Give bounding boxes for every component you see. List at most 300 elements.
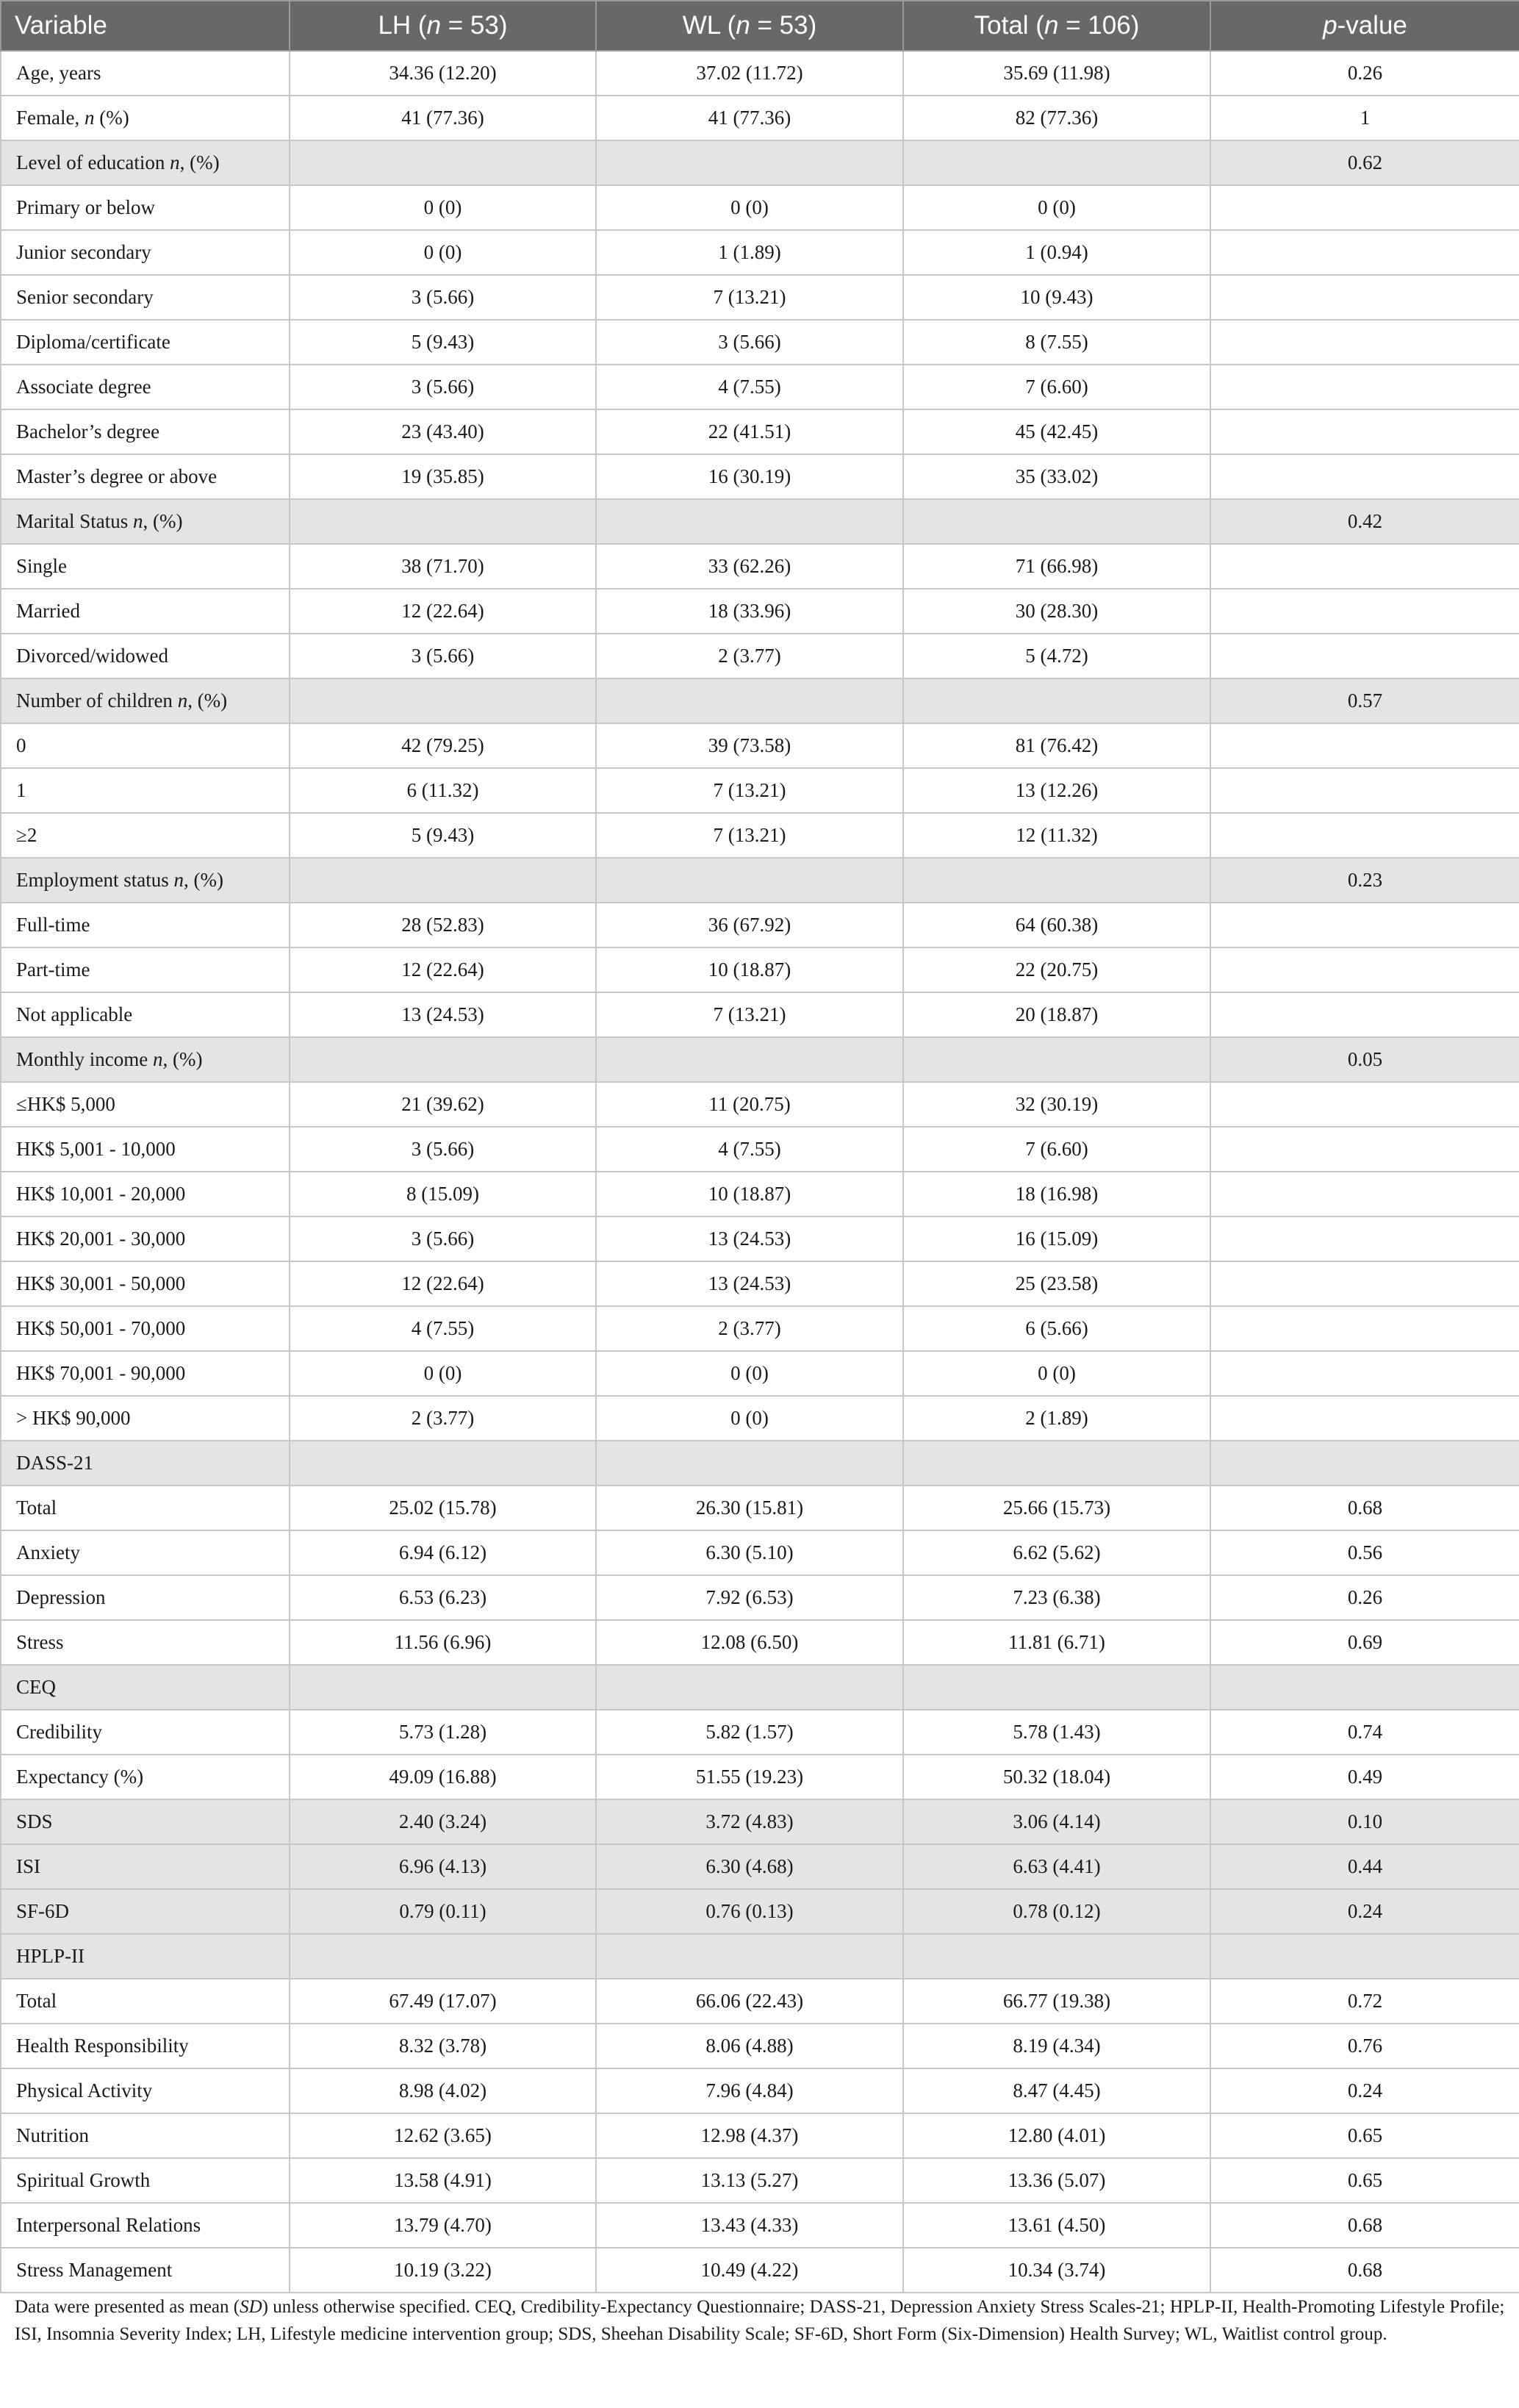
table-row [1,2203,1519,2248]
table-row [1,1261,1519,1306]
cell-lh: 6.94 (6.12) [290,1530,596,1575]
table-row [1,1127,1519,1172]
cell-lh: 4 (7.55) [290,1306,596,1351]
cell-wl: 0 (0) [596,185,903,230]
cell-p-value: 0.49 [1210,1755,1519,1799]
cell-wl: 13 (24.53) [596,1216,903,1261]
cell-wl: 7.96 (4.84) [596,2068,903,2113]
cell-total: 11.81 (6.71) [903,1620,1210,1665]
cell-total: 7.23 (6.38) [903,1575,1210,1620]
table-row [1,1396,1519,1441]
cell-lh: 3 (5.66) [290,365,596,409]
table-row [1,2158,1519,2203]
cell-total: 6.62 (5.62) [903,1530,1210,1575]
cell-total: 13 (12.26) [903,768,1210,813]
cell-total: 8.47 (4.45) [903,2068,1210,2113]
cell-lh: 2 (3.77) [290,1396,596,1441]
table-row [1,992,1519,1037]
cell-total: 13.36 (5.07) [903,2158,1210,2203]
cell-lh [290,1037,596,1082]
cell-p-value: 0.44 [1210,1844,1519,1889]
cell-p-value [1210,230,1519,275]
row-label: Divorced/widowed [1,634,290,678]
cell-wl: 36 (67.92) [596,903,903,947]
cell-wl: 7 (13.21) [596,275,903,320]
cell-p-value: 0.57 [1210,678,1519,723]
cell-total [903,1934,1210,1979]
table-row [1,813,1519,858]
row-label: ≥2 [1,813,290,858]
row-label: ISI [1,1844,290,1889]
table-row [1,1710,1519,1755]
cell-p-value [1210,768,1519,813]
cell-lh: 0 (0) [290,230,596,275]
cell-wl: 4 (7.55) [596,1127,903,1172]
section-row [1,1934,1519,1979]
cell-wl: 39 (73.58) [596,723,903,768]
row-label: Marital Status n, (%) [1,499,290,544]
table-row [1,2024,1519,2068]
row-label: Nutrition [1,2113,290,2158]
cell-lh: 0 (0) [290,185,596,230]
section-row [1,1799,1519,1844]
cell-wl: 0 (0) [596,1351,903,1396]
table-row [1,723,1519,768]
cell-total: 81 (76.42) [903,723,1210,768]
cell-lh [290,678,596,723]
cell-wl: 5.82 (1.57) [596,1710,903,1755]
table-row [1,1979,1519,2024]
cell-lh: 0 (0) [290,1351,596,1396]
cell-total: 45 (42.45) [903,409,1210,454]
cell-wl: 12.08 (6.50) [596,1620,903,1665]
header-total: Total (n = 106) [903,1,1210,51]
row-label: Age, years [1,51,290,96]
cell-lh [290,1934,596,1979]
cell-p-value [1210,320,1519,365]
cell-lh: 5.73 (1.28) [290,1710,596,1755]
row-label: CEQ [1,1665,290,1710]
table-row [1,51,1519,96]
cell-wl: 7 (13.21) [596,992,903,1037]
cell-wl: 37.02 (11.72) [596,51,903,96]
cell-p-value [1210,1396,1519,1441]
cell-wl [596,678,903,723]
cell-total [903,1665,1210,1710]
table-row [1,544,1519,589]
cell-wl: 8.06 (4.88) [596,2024,903,2068]
cell-p-value: 0.26 [1210,51,1519,96]
header-wl: WL (n = 53) [596,1,903,51]
cell-total [903,1037,1210,1082]
cell-p-value: 0.05 [1210,1037,1519,1082]
cell-total: 7 (6.60) [903,1127,1210,1172]
row-label: Junior secondary [1,230,290,275]
cell-wl [596,1441,903,1486]
cell-lh [290,1665,596,1710]
row-label: Full-time [1,903,290,947]
cell-lh: 8 (15.09) [290,1172,596,1216]
cell-total: 64 (60.38) [903,903,1210,947]
cell-p-value [1210,723,1519,768]
cell-total: 1 (0.94) [903,230,1210,275]
cell-total: 0.78 (0.12) [903,1889,1210,1934]
cell-wl: 13.13 (5.27) [596,2158,903,2203]
row-label: > HK$ 90,000 [1,1396,290,1441]
table-row [1,903,1519,947]
cell-lh: 3 (5.66) [290,1127,596,1172]
cell-lh: 25.02 (15.78) [290,1486,596,1530]
cell-total [903,678,1210,723]
row-label: HK$ 10,001 - 20,000 [1,1172,290,1216]
cell-wl: 1 (1.89) [596,230,903,275]
cell-lh: 8.32 (3.78) [290,2024,596,2068]
cell-lh: 19 (35.85) [290,454,596,499]
cell-total [903,140,1210,185]
row-label: Depression [1,1575,290,1620]
cell-total: 8.19 (4.34) [903,2024,1210,2068]
row-label: HK$ 50,001 - 70,000 [1,1306,290,1351]
cell-lh: 10.19 (3.22) [290,2248,596,2293]
row-label: Expectancy (%) [1,1755,290,1799]
table-row [1,275,1519,320]
cell-lh: 12 (22.64) [290,1261,596,1306]
row-label: Number of children n, (%) [1,678,290,723]
cell-lh: 13 (24.53) [290,992,596,1037]
cell-p-value: 0.68 [1210,1486,1519,1530]
cell-wl [596,1037,903,1082]
header-variable: Variable [1,1,290,51]
row-label: Employment status n, (%) [1,858,290,903]
table-row [1,2248,1519,2293]
cell-wl: 16 (30.19) [596,454,903,499]
cell-lh [290,1441,596,1486]
section-row [1,678,1519,723]
cell-wl: 10.49 (4.22) [596,2248,903,2293]
cell-lh: 41 (77.36) [290,96,596,140]
cell-wl [596,1934,903,1979]
cell-total: 10.34 (3.74) [903,2248,1210,2293]
row-label: Total [1,1979,290,2024]
cell-total: 35.69 (11.98) [903,51,1210,96]
table-row [1,1620,1519,1665]
table-footnote: Data were presented as mean (SD) unless otherwise specified. CEQ, Credibility-Expectancy Questionnaire; DASS-21, Depression Anxiety Stress Scales-21; HPLP-II, Health-Promoting Lifestyle Profile; ISI, Insomnia Severity Index; LH, Lifestyle medicine intervention group; SDS, Sheehan Disability Scale; SF-6D, Short Form (Six-Dimension) Health Survey; WL, Waitlist control group. [15,2297,1505,2344]
table-row [1,1575,1519,1620]
header-p-value: p-value [1210,1,1519,51]
cell-total: 12 (11.32) [903,813,1210,858]
cell-lh: 6 (11.32) [290,768,596,813]
cell-lh: 34.36 (12.20) [290,51,596,96]
cell-wl [596,499,903,544]
cell-lh: 2.40 (3.24) [290,1799,596,1844]
table-row [1,320,1519,365]
row-label: Female, n (%) [1,96,290,140]
cell-p-value: 1 [1210,96,1519,140]
section-row [1,1889,1519,1934]
cell-lh: 49.09 (16.88) [290,1755,596,1799]
cell-p-value: 0.24 [1210,1889,1519,1934]
cell-p-value: 0.42 [1210,499,1519,544]
cell-p-value [1210,1351,1519,1396]
cell-wl: 3 (5.66) [596,320,903,365]
cell-wl: 26.30 (15.81) [596,1486,903,1530]
cell-total: 25 (23.58) [903,1261,1210,1306]
cell-total [903,499,1210,544]
cell-total: 6 (5.66) [903,1306,1210,1351]
cell-lh [290,858,596,903]
cell-p-value: 0.69 [1210,1620,1519,1665]
cell-p-value: 0.56 [1210,1530,1519,1575]
cell-wl [596,1665,903,1710]
cell-total: 30 (28.30) [903,589,1210,634]
cell-wl: 7 (13.21) [596,768,903,813]
cell-p-value [1210,1441,1519,1486]
cell-total [903,858,1210,903]
table-body [1,51,1519,2293]
cell-total: 0 (0) [903,1351,1210,1396]
section-row [1,1037,1519,1082]
cell-total: 2 (1.89) [903,1396,1210,1441]
cell-wl: 7 (13.21) [596,813,903,858]
cell-lh: 12 (22.64) [290,947,596,992]
row-label: HK$ 5,001 - 10,000 [1,1127,290,1172]
cell-lh: 0.79 (0.11) [290,1889,596,1934]
cell-p-value [1210,903,1519,947]
cell-p-value: 0.76 [1210,2024,1519,2068]
table-row [1,365,1519,409]
cell-p-value: 0.72 [1210,1979,1519,2024]
cell-p-value [1210,1306,1519,1351]
cell-lh: 6.53 (6.23) [290,1575,596,1620]
cell-wl: 10 (18.87) [596,1172,903,1216]
table-row [1,230,1519,275]
row-label: HPLP-II [1,1934,290,1979]
cell-p-value [1210,185,1519,230]
row-label: Physical Activity [1,2068,290,2113]
cell-lh: 13.79 (4.70) [290,2203,596,2248]
table-row [1,185,1519,230]
table-row [1,1486,1519,1530]
row-label: Diploma/certificate [1,320,290,365]
cell-total: 13.61 (4.50) [903,2203,1210,2248]
section-row [1,1844,1519,1889]
row-label: Single [1,544,290,589]
header-lh: LH (n = 53) [290,1,596,51]
section-row [1,140,1519,185]
cell-lh: 28 (52.83) [290,903,596,947]
cell-total: 71 (66.98) [903,544,1210,589]
cell-wl: 2 (3.77) [596,1306,903,1351]
cell-p-value [1210,992,1519,1037]
row-label: Total [1,1486,290,1530]
cell-lh [290,140,596,185]
cell-wl: 0 (0) [596,1396,903,1441]
cell-lh [290,499,596,544]
cell-total: 22 (20.75) [903,947,1210,992]
header-row [1,1,1519,51]
table-row [1,2113,1519,2158]
cell-wl: 6.30 (5.10) [596,1530,903,1575]
cell-p-value [1210,1082,1519,1127]
cell-total: 12.80 (4.01) [903,2113,1210,2158]
cell-wl: 0.76 (0.13) [596,1889,903,1934]
row-label: Level of education n, (%) [1,140,290,185]
cell-total: 32 (30.19) [903,1082,1210,1127]
cell-lh: 42 (79.25) [290,723,596,768]
cell-lh: 38 (71.70) [290,544,596,589]
row-label: HK$ 20,001 - 30,000 [1,1216,290,1261]
cell-total: 6.63 (4.41) [903,1844,1210,1889]
section-row [1,499,1519,544]
cell-lh: 6.96 (4.13) [290,1844,596,1889]
cell-total: 20 (18.87) [903,992,1210,1037]
cell-lh: 3 (5.66) [290,1216,596,1261]
cell-p-value [1210,1665,1519,1710]
row-label: DASS-21 [1,1441,290,1486]
cell-p-value [1210,1172,1519,1216]
row-label: Credibility [1,1710,290,1755]
table-row [1,634,1519,678]
cell-wl: 13 (24.53) [596,1261,903,1306]
row-label: Spiritual Growth [1,2158,290,2203]
table-row [1,768,1519,813]
cell-p-value [1210,1216,1519,1261]
cell-p-value [1210,1934,1519,1979]
cell-total: 8 (7.55) [903,320,1210,365]
cell-lh: 67.49 (17.07) [290,1979,596,2024]
cell-wl: 2 (3.77) [596,634,903,678]
cell-total: 16 (15.09) [903,1216,1210,1261]
cell-p-value: 0.68 [1210,2203,1519,2248]
cell-p-value: 0.74 [1210,1710,1519,1755]
cell-total [903,1441,1210,1486]
table-row [1,1306,1519,1351]
row-label: Bachelor’s degree [1,409,290,454]
cell-wl: 4 (7.55) [596,365,903,409]
cell-wl: 7.92 (6.53) [596,1575,903,1620]
cell-total: 0 (0) [903,185,1210,230]
cell-p-value [1210,365,1519,409]
table-row [1,1216,1519,1261]
cell-p-value [1210,947,1519,992]
row-label: Senior secondary [1,275,290,320]
cell-p-value: 0.10 [1210,1799,1519,1844]
cell-wl: 51.55 (19.23) [596,1755,903,1799]
cell-total: 50.32 (18.04) [903,1755,1210,1799]
cell-total: 7 (6.60) [903,365,1210,409]
section-row [1,858,1519,903]
cell-total: 5.78 (1.43) [903,1710,1210,1755]
cell-wl: 10 (18.87) [596,947,903,992]
row-label: SDS [1,1799,290,1844]
table-row [1,1530,1519,1575]
row-label: HK$ 70,001 - 90,000 [1,1351,290,1396]
cell-lh: 5 (9.43) [290,320,596,365]
cell-lh: 8.98 (4.02) [290,2068,596,2113]
cell-p-value: 0.24 [1210,2068,1519,2113]
cell-p-value: 0.23 [1210,858,1519,903]
table-row [1,454,1519,499]
row-label: 0 [1,723,290,768]
cell-wl: 66.06 (22.43) [596,1979,903,2024]
cell-p-value [1210,813,1519,858]
row-label: 1 [1,768,290,813]
row-label: Stress [1,1620,290,1665]
cell-p-value: 0.65 [1210,2158,1519,2203]
cell-p-value: 0.65 [1210,2113,1519,2158]
table-row [1,589,1519,634]
row-label: Married [1,589,290,634]
cell-lh: 3 (5.66) [290,275,596,320]
cell-wl: 33 (62.26) [596,544,903,589]
cell-lh: 12 (22.64) [290,589,596,634]
cell-total: 3.06 (4.14) [903,1799,1210,1844]
row-label: Not applicable [1,992,290,1037]
cell-total: 35 (33.02) [903,454,1210,499]
cell-wl [596,858,903,903]
table-row [1,1082,1519,1127]
cell-total: 66.77 (19.38) [903,1979,1210,2024]
cell-wl: 22 (41.51) [596,409,903,454]
row-label: SF-6D [1,1889,290,1934]
cell-lh: 5 (9.43) [290,813,596,858]
cell-total: 18 (16.98) [903,1172,1210,1216]
section-row [1,1665,1519,1710]
cell-wl: 12.98 (4.37) [596,2113,903,2158]
row-label: Associate degree [1,365,290,409]
cell-p-value [1210,544,1519,589]
table-row [1,2068,1519,2113]
cell-lh: 12.62 (3.65) [290,2113,596,2158]
row-label: Master’s degree or above [1,454,290,499]
cell-p-value [1210,454,1519,499]
cell-p-value: 0.26 [1210,1575,1519,1620]
cell-wl: 41 (77.36) [596,96,903,140]
cell-wl: 3.72 (4.83) [596,1799,903,1844]
table-row [1,947,1519,992]
cell-wl: 6.30 (4.68) [596,1844,903,1889]
cell-total: 10 (9.43) [903,275,1210,320]
cell-p-value [1210,1127,1519,1172]
cell-wl: 18 (33.96) [596,589,903,634]
cell-p-value [1210,634,1519,678]
section-row [1,1441,1519,1486]
cell-lh: 23 (43.40) [290,409,596,454]
cell-total: 25.66 (15.73) [903,1486,1210,1530]
cell-wl: 11 (20.75) [596,1082,903,1127]
cell-p-value [1210,1261,1519,1306]
row-label: Stress Management [1,2248,290,2293]
table-row [1,409,1519,454]
cell-lh: 3 (5.66) [290,634,596,678]
cell-p-value: 0.68 [1210,2248,1519,2293]
cell-p-value [1210,275,1519,320]
cell-lh: 13.58 (4.91) [290,2158,596,2203]
table-row [1,1351,1519,1396]
cell-lh: 21 (39.62) [290,1082,596,1127]
cell-lh: 11.56 (6.96) [290,1620,596,1665]
row-label: Interpersonal Relations [1,2203,290,2248]
cell-wl [596,140,903,185]
cell-p-value [1210,589,1519,634]
row-label: HK$ 30,001 - 50,000 [1,1261,290,1306]
row-label: Monthly income n, (%) [1,1037,290,1082]
table-row [1,96,1519,140]
table-row [1,1172,1519,1216]
cell-wl: 13.43 (4.33) [596,2203,903,2248]
row-label: Part-time [1,947,290,992]
row-label: Health Responsibility [1,2024,290,2068]
